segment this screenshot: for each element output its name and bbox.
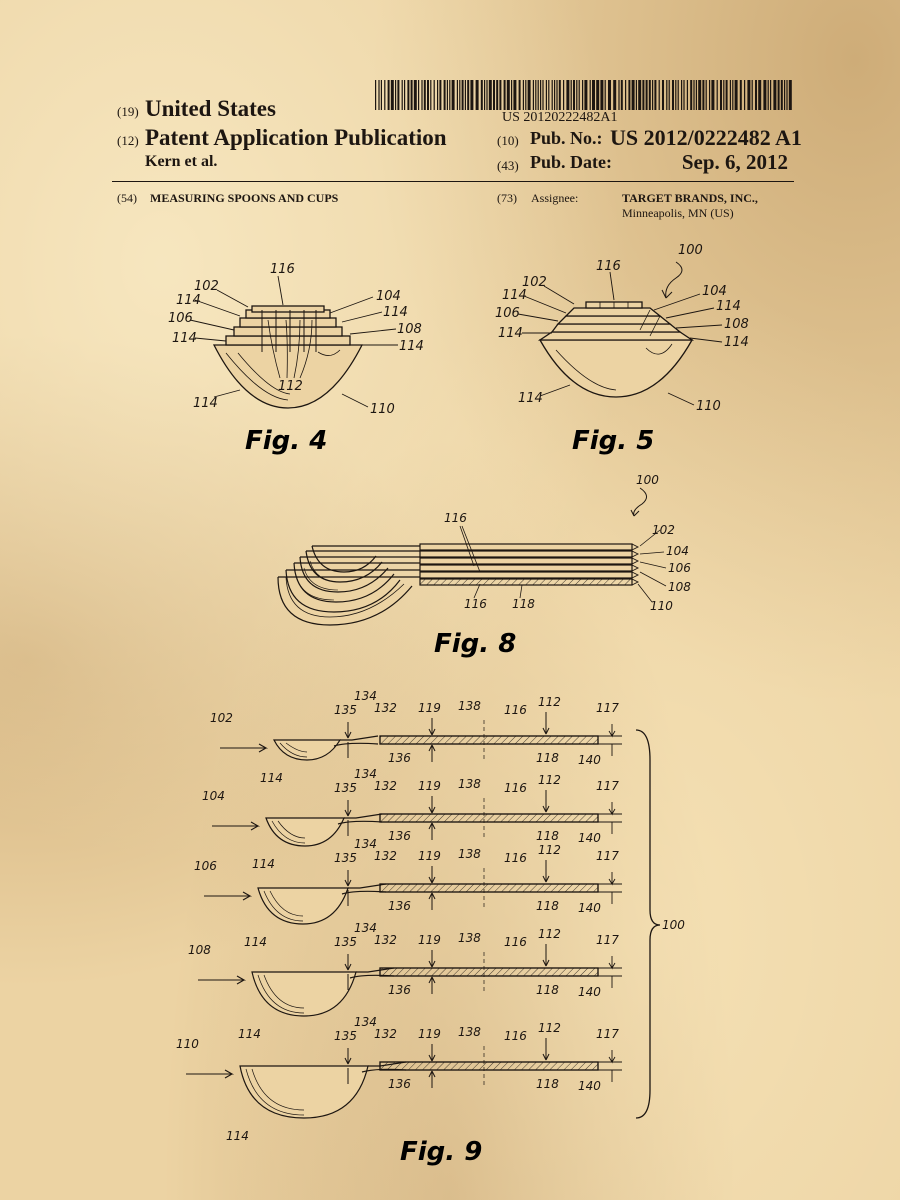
patent-title: MEASURING SPOONS AND CUPS [150,191,339,205]
fig8-label-110: 110 [650,599,673,613]
fig5-label-114: 114 [716,299,741,314]
fig9-label-140: 140 [578,831,601,845]
fig9-label-138: 138 [458,777,481,791]
fig9-label-132: 132 [374,701,397,715]
fig9-label-136: 136 [388,751,411,765]
fig8-label-104: 104 [666,544,689,558]
fig8-label-108: 108 [668,580,691,594]
fig4-label-114: 114 [383,305,408,320]
fig9-label-114: 114 [226,1129,249,1143]
fig9-label-119: 119 [418,779,441,793]
barcode-number: US 20120222482A1 [502,110,618,125]
inventors: Kern et al. [145,153,218,170]
fig9-group-label: 100 [662,918,685,932]
code-73: (73) [497,191,517,205]
fig9-label-119: 119 [418,849,441,863]
fig8-label-116: 116 [444,511,467,525]
fig9-label-132: 132 [374,849,397,863]
fig9-label-135: 135 [334,851,357,865]
fig9-label-116: 116 [504,1029,527,1043]
code-19: (19) [117,104,139,119]
fig9-label-134: 134 [354,921,377,935]
fig8-label-116: 116 [464,597,487,611]
fig9-label-116: 116 [504,935,527,949]
fig9-label-135: 135 [334,935,357,949]
pub-no: US 2012/0222482 A1 [610,125,802,150]
fig9-label-135: 135 [334,703,357,717]
fig9-label-119: 119 [418,701,441,715]
fig9-label-118: 118 [536,983,559,997]
fig4-label-114: 114 [193,396,218,411]
fig9-label-136: 136 [388,899,411,913]
fig9-label-116: 116 [504,851,527,865]
fig9-label-134: 134 [354,1015,377,1029]
fig-9-rows [176,689,622,1143]
fig9-label-136: 136 [388,1077,411,1091]
publication-type: Patent Application Publication [145,125,447,150]
fig9-label-119: 119 [418,933,441,947]
fig9-label-116: 116 [504,703,527,717]
assignee-label: Assignee: [531,191,579,205]
assignee-location: Minneapolis, MN (US) [622,206,734,220]
pub-date: Sep. 6, 2012 [681,150,788,174]
fig-8-caption: Fig. 8 [434,629,517,659]
fig9-label-138: 138 [458,931,481,945]
fig9-label-132: 132 [374,1027,397,1041]
fig9-label-112: 112 [538,843,561,857]
fig4-label-104: 104 [376,289,401,304]
fig9-label-114: 114 [260,771,283,785]
fig5-label-110: 110 [696,399,721,414]
fig-4-caption: Fig. 4 [245,426,328,456]
fig9-label-114: 114 [238,1027,261,1041]
fig5-label-100: 100 [678,243,703,258]
fig9-spoon-row [220,712,622,762]
fig9-label-118: 118 [536,899,559,913]
code-12: (12) [117,133,139,148]
fig5-label-106: 106 [495,306,520,321]
assignee-name: TARGET BRANDS, INC., [622,191,758,205]
fig9-group-brace [636,730,660,1118]
fig8-label-118: 118 [512,597,535,611]
pub-date-label: Pub. Date: [530,152,612,172]
fig5-label-114: 114 [498,326,523,341]
fig5-label-102: 102 [522,275,547,290]
fig9-label-102: 102 [210,711,233,725]
fig9-label-112: 112 [538,1021,561,1035]
fig9-label-134: 134 [354,837,377,851]
fig5-label-114: 114 [724,335,749,350]
code-54: (54) [117,191,137,205]
fig9-label-140: 140 [578,753,601,767]
fig9-label-138: 138 [458,1025,481,1039]
fig4-label-108: 108 [397,322,422,337]
fig9-label-134: 134 [354,689,377,703]
fig9-label-112: 112 [538,927,561,941]
fig9-spoon-row [212,790,622,846]
fig4-label-102: 102 [194,279,219,294]
fig5-label-114: 114 [502,288,527,303]
fig9-label-114: 114 [252,857,275,871]
fig9-label-132: 132 [374,933,397,947]
fig9-label-132: 132 [374,779,397,793]
fig9-label-138: 138 [458,699,481,713]
fig4-label-114: 114 [176,293,201,308]
fig9-label-114: 114 [244,935,267,949]
fig9-label-117: 117 [596,1027,619,1041]
code-43: (43) [497,158,519,173]
fig8-label-102: 102 [652,523,675,537]
fig9-label-112: 112 [538,773,561,787]
code-10: (10) [497,133,519,148]
fig-9-caption: Fig. 9 [400,1137,483,1167]
fig9-label-112: 112 [538,695,561,709]
fig5-label-104: 104 [702,284,727,299]
country: United States [145,96,276,121]
fig9-label-140: 140 [578,901,601,915]
fig-5-drawing [518,262,722,405]
fig9-label-118: 118 [536,829,559,843]
fig4-label-106: 106 [168,311,193,326]
fig9-label-117: 117 [596,849,619,863]
fig9-label-117: 117 [596,701,619,715]
fig9-label-140: 140 [578,985,601,999]
fig9-label-136: 136 [388,829,411,843]
fig9-label-106: 106 [194,859,217,873]
fig9-label-104: 104 [202,789,225,803]
fig9-label-136: 136 [388,983,411,997]
fig9-label-117: 117 [596,779,619,793]
fig9-label-138: 138 [458,847,481,861]
fig9-label-116: 116 [504,781,527,795]
fig9-label-140: 140 [578,1079,601,1093]
fig4-label-116: 116 [270,262,295,277]
fig9-label-117: 117 [596,933,619,947]
fig9-label-135: 135 [334,781,357,795]
fig9-label-108: 108 [188,943,211,957]
fig9-label-134: 134 [354,767,377,781]
fig4-label-110: 110 [370,402,395,417]
fig4-label-114: 114 [172,331,197,346]
fig-5-caption: Fig. 5 [572,426,655,456]
fig9-label-118: 118 [536,1077,559,1091]
fig9-spoon-row [198,944,622,1016]
fig4-label-114: 114 [399,339,424,354]
fig5-label-108: 108 [724,317,749,332]
fig5-label-116: 116 [596,259,621,274]
fig9-label-110: 110 [176,1037,199,1051]
fig5-label-114: 114 [518,391,543,406]
fig8-label-106: 106 [668,561,691,575]
pub-no-label: Pub. No.: [530,128,603,148]
fig9-label-119: 119 [418,1027,441,1041]
fig9-label-118: 118 [536,751,559,765]
fig9-label-135: 135 [334,1029,357,1043]
fig8-label-100: 100 [636,473,659,487]
fig4-label-112: 112 [278,379,303,394]
